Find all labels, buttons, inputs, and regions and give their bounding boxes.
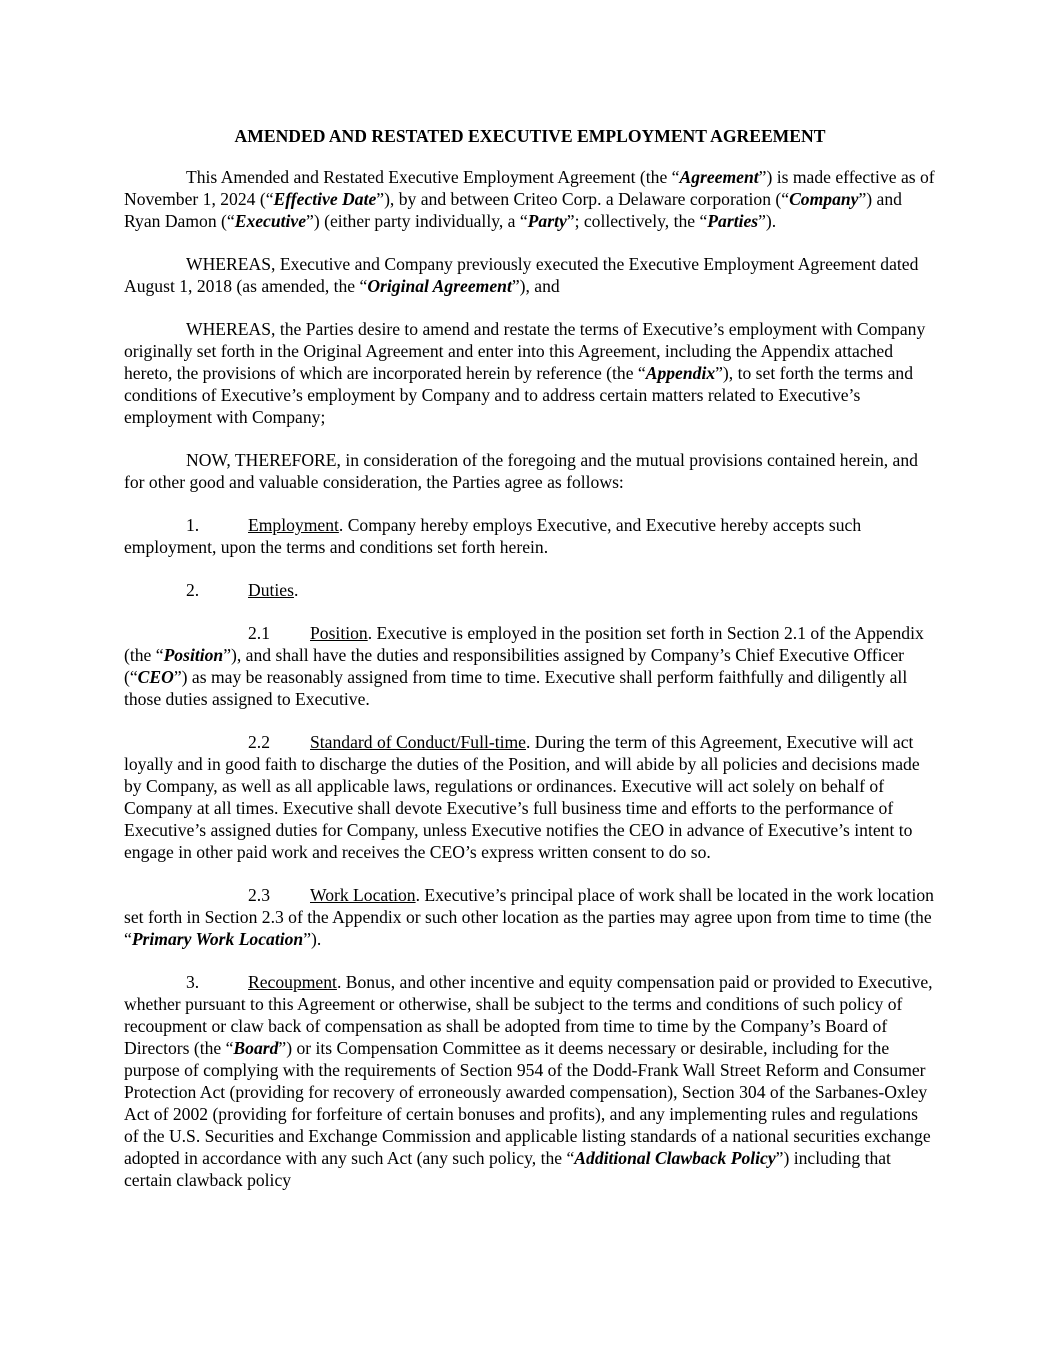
defined-term-effective-date: Effective Date <box>273 189 377 209</box>
section-text: . Executive is employed in the position set forth in Section 2.1 of the Appendix (the “ <box>124 623 924 665</box>
section-text: ”). <box>303 929 322 949</box>
section-1-employment <box>124 514 936 558</box>
defined-term-appendix: Appendix <box>645 363 716 383</box>
now-therefore-paragraph: NOW, THEREFORE, in consideration of the foregoing and the mutual provisions contained herein, and for other good and valuable consideration, the Parties agree as follows: <box>124 450 918 492</box>
section-text: . Company hereby employs Executive, and Executive hereby accepts such employment, upon the terms and conditions set forth herein. <box>124 515 862 557</box>
whereas-text: ”), and <box>511 276 560 296</box>
section-number: 2.1 <box>248 623 270 643</box>
section-heading: Recoupment <box>248 972 337 992</box>
section-text: . Bonus, and other incentive and equity compensation paid or provided to Executive, whether pursuant to this Agreement or otherwise, shall be subject to the terms and conditions of such policy of recoupment or claw back of compensation as shall be adopted from time to time by the Company’s Board of Directors (the “ <box>124 972 933 1058</box>
section-2-2-standard-of-conduct <box>124 731 936 863</box>
defined-term-agreement: Agreement <box>679 167 759 187</box>
section-heading: Employment <box>248 515 339 535</box>
section-2-1-position <box>124 622 936 710</box>
section-text: . Executive’s principal place of work shall be located in the work location set forth in Section 2.3 of the Appendix or such other location as the parties may agree upon from time to time (the “ <box>124 885 934 949</box>
section-text: ”) or its Compensation Committee as it deems necessary or desirable, including for the purpose of complying with the requirements of Section 954 of the Dodd-Frank Wall Street Reform and Consumer Protection Act (providing for recovery of erroneously awarded compensation), Section 304 of the Sarbanes-Oxley Act of 2002 (providing for forfeiture of certain bonuses and profits), and any implementing rules and regulations of the U.S. Securities and Exchange Commission and applicable listing standards of a national securities exchange adopted in accordance with any such Act (any such policy, the “ <box>124 1038 931 1168</box>
section-number: 3. <box>186 972 200 992</box>
intro-text: ”) is made effective as of November 1, 2024 (“ <box>124 167 935 209</box>
intro-paragraph <box>124 166 936 232</box>
section-2-duties <box>124 579 936 601</box>
whereas-text: ”), to set forth the terms and conditions of Executive’s employment by Company and to address certain matters related to Executive’s employment with Company; <box>124 363 913 427</box>
defined-term-primary-work-location: Primary Work Location <box>131 929 304 949</box>
section-text: . During the term of this Agreement, Executive will act loyally and in good faith to discharge the duties of the Position, and will abide by all policies and decisions made by Company, as well as all applicable laws, regulations or ordinances. Executive will act solely on behalf of Company at all times. Executive shall devote Executive’s full business time and efforts to the performance of Executive’s assigned duties for Company, unless Executive notifies the CEO in advance of Executive’s intent to engage in other paid work and receives the CEO’s express written consent to do so. <box>124 732 920 862</box>
intro-text: ”) (either party individually, a “ <box>306 211 528 231</box>
intro-text: This Amended and Restated Executive Employment Agreement (the “ <box>186 167 680 187</box>
defined-term-board: Board <box>233 1038 279 1058</box>
section-number: 2.2 <box>248 732 270 752</box>
defined-term-parties: Parties <box>707 211 759 231</box>
whereas-text: WHEREAS, Executive and Company previously executed the Executive Employment Agreement dated August 1, 2018 (as amended, the “ <box>124 254 919 296</box>
section-number: 2.3 <box>248 885 270 905</box>
section-text: . <box>293 580 299 600</box>
section-number: 1. <box>186 515 200 535</box>
defined-term-additional-clawback-policy: Additional Clawback Policy <box>574 1148 776 1168</box>
defined-term-executive: Executive <box>234 211 307 231</box>
document-body <box>124 125 936 1212</box>
section-text: ”) as may be reasonably assigned from time to time. Executive shall perform faithfully and diligently all those duties assigned to Executive. <box>124 667 908 709</box>
defined-term-original-agreement: Original Agreement <box>367 276 512 296</box>
section-number: 2. <box>186 580 200 600</box>
section-heading: Standard of Conduct/Full-time <box>310 732 526 752</box>
document-title: AMENDED AND RESTATED EXECUTIVE EMPLOYMENT AGREEMENT <box>234 126 826 146</box>
section-heading: Duties <box>248 580 294 600</box>
defined-term-position: Position <box>163 645 224 665</box>
intro-text: ”; collectively, the “ <box>566 211 708 231</box>
section-heading: Work Location <box>310 885 416 905</box>
section-text: ”), and shall have the duties and responsibilities assigned by Company’s Chief Executive Officer (“ <box>124 645 904 687</box>
section-2-3-work-location <box>124 884 936 950</box>
defined-term-party: Party <box>527 211 567 231</box>
whereas-paragraph-2 <box>124 318 936 428</box>
defined-term-company: Company <box>789 189 859 209</box>
section-text: ”) including that certain clawback policy <box>124 1148 891 1190</box>
section-3-recoupment <box>124 971 936 1191</box>
defined-term-ceo: CEO <box>137 667 174 687</box>
intro-text: ”). <box>758 211 777 231</box>
intro-text: ”), by and between Criteo Corp. a Delaware corporation (“ <box>376 189 790 209</box>
section-heading: Position <box>310 623 368 643</box>
intro-text: ”) and Ryan Damon (“ <box>124 189 902 231</box>
whereas-text: WHEREAS, the Parties desire to amend and restate the terms of Executive’s employment with Company originally set forth in the Original Agreement and enter into this Agreement, including the Appendix attached hereto, the provisions of which are incorporated herein by reference (the “ <box>124 319 926 383</box>
whereas-paragraph-1 <box>124 253 936 297</box>
